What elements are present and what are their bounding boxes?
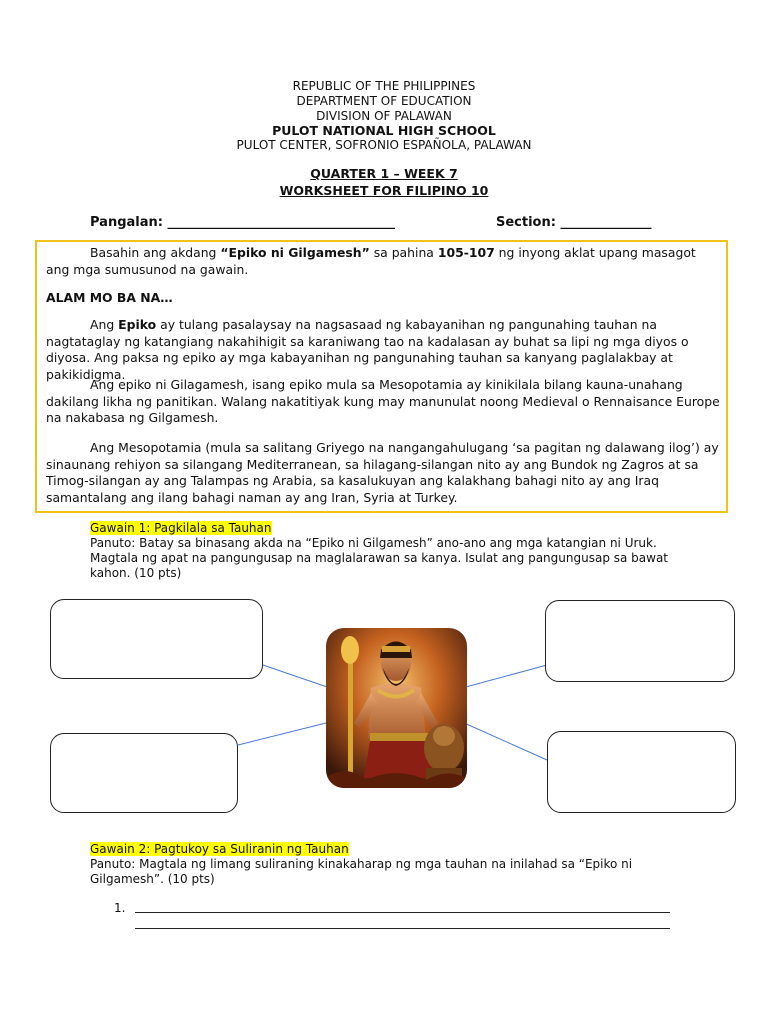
answer-number-1: 1.	[114, 901, 126, 915]
task2-title-text: Gawain 2: Pagtukoy sa Suliranin ng Tauhan	[90, 842, 349, 856]
gilgamesh-image	[326, 628, 467, 788]
alam-mo-heading: ALAM MO BA NA…	[46, 290, 173, 305]
gilgamesh-illustration	[326, 628, 467, 788]
header-address: PULOT CENTER, SOFRONIO ESPAÑOLA, PALAWAN	[236, 138, 532, 152]
worksheet-title: WORKSHEET FOR FILIPINO 10	[279, 183, 489, 198]
epiko-text-2: ay tulang pasalaysay na nagsasaad ng kabayanihan ng pangunahing tauhan na nagtataglay ng katangiang nakahihigit sa karaniwang tao na kadalasan ay buhat sa lipi ng mga diyos o diyosa. Ang paksa ng epiko ay mga kabayanihan ng pangunahing tauhan sa kanyang paglalakbay at pakikidigma.	[46, 317, 689, 382]
intro-text: Basahin ang akdang	[90, 245, 221, 260]
epiko-text: Ang	[90, 317, 119, 332]
epiko-term: Epiko	[118, 317, 157, 332]
answer-box-top-left[interactable]	[50, 599, 263, 679]
intro-text-2: sa pahina	[369, 245, 438, 260]
answer-line-1[interactable]	[135, 912, 670, 913]
task1-title-text: Gawain 1: Pagkilala sa Tauhan	[90, 521, 272, 535]
mesopotamia-text: Ang Mesopotamia (mula sa salitang Griyego na nangangahulugang ‘sa pagitan ng dalawang ilog’) ay sinaunang rehiyon sa silangang Mediterranean, sa hilagang-silangan nito ay ang Bundok ng Zagros at sa Timog-silangan ay ang Talampas ng Arabia, sa kasalukuyan ang kalakhang bahagi nito ay ang Iraq samantalang ang ilang bahagi naman ay ang Iran, Syria at Turkey.	[46, 440, 719, 505]
gilgamesh-text: Ang epiko ni Gilagamesh, isang epiko mula sa Mesopotamia ay kinikilala bilang kauna-unahang dakilang likha ng panitikan. Walang nakatitiyak kung may manunulat noong Medieval o Rennaisance Europe na nakabasa ng Gilgamesh.	[46, 377, 720, 425]
header-republic: REPUBLIC OF THE PHILIPPINES	[292, 79, 476, 93]
answer-box-top-right[interactable]	[545, 600, 735, 682]
answer-line-1b[interactable]	[135, 928, 670, 929]
task2-title	[90, 842, 690, 857]
section-field[interactable]: Section: ______________	[496, 215, 652, 230]
task2-instructions: Panuto: Magtala ng limang suliraning kinakaharap ng mga tauhan na inilahad sa “Epiko ni Gilgamesh”. (10 pts)	[90, 857, 633, 886]
quarter-title: QUARTER 1 – WEEK 7	[310, 166, 458, 181]
answer-box-bottom-right[interactable]	[547, 731, 736, 813]
intro-text-3: ng inyong aklat upang masagot ang mga sumusunod na gawain.	[46, 245, 696, 277]
intro-pages: 105-107	[437, 245, 495, 260]
header-school: PULOT NATIONAL HIGH SCHOOL	[272, 123, 496, 138]
answer-box-bottom-left[interactable]	[50, 733, 238, 813]
name-field[interactable]: Pangalan: ___________________________________	[90, 215, 395, 230]
header-deped: DEPARTMENT OF EDUCATION	[296, 94, 472, 108]
header-division: DIVISION OF PALAWAN	[316, 109, 452, 123]
task1-instructions: Panuto: Batay sa binasang akda na “Epiko ni Gilgamesh” ano-ano ang mga katangian ni Uruk. Magtala ng apat na pangungusap na maglalarawan sa kanya. Isulat ang pangungusap sa bawat kahon. (10 pts)	[90, 536, 669, 580]
intro-title: “Epiko ni Gilgamesh”	[220, 245, 370, 260]
